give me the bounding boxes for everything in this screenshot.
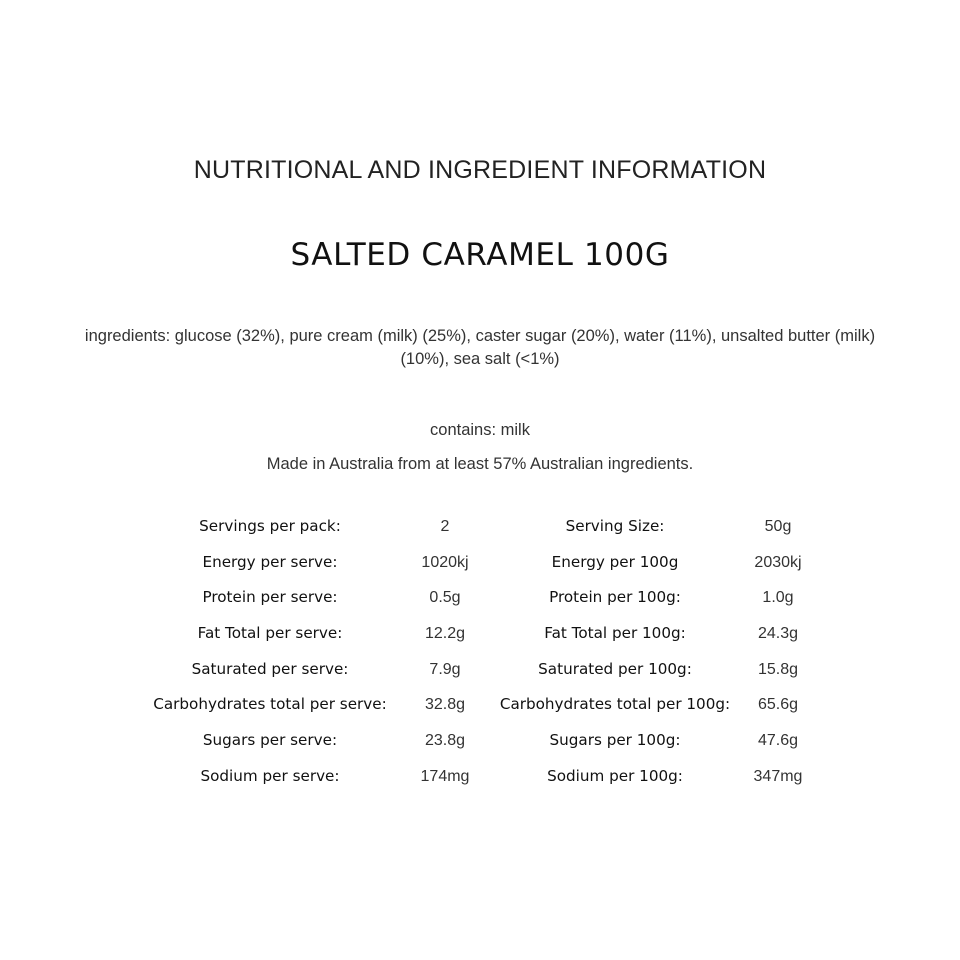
nutrition-value-per-serve: 23.8g [424, 732, 466, 750]
nutrition-value-per-serve: 0.5g [429, 589, 461, 607]
allergen-contains: contains: milk [430, 421, 530, 439]
nutrition-value-per-serve: 32.8g [424, 696, 466, 714]
nutrition-label-per-serve: Fat Total per serve: [197, 624, 343, 643]
ingredients-text [50, 325, 910, 371]
nutrition-label-per-100g: Protein per 100g: [549, 588, 681, 607]
nutrition-value-per-100g: 1.0g [762, 589, 794, 607]
nutrition-value-per-serve: 1020kj [421, 553, 469, 571]
nutrition-label-per-serve: Saturated per serve: [191, 659, 349, 678]
country-of-origin: Made in Australia from at least 57% Australian ingredients. [266, 455, 694, 473]
nutrition-value-per-100g: 15.8g [757, 660, 799, 678]
nutrition-value-per-serve: 7.9g [429, 660, 461, 678]
nutrition-label-per-100g: Serving Size: [565, 517, 665, 535]
nutrition-row [0, 616, 960, 652]
nutrition-value-per-serve: 174mg [420, 767, 470, 785]
nutrition-label-per-100g: Saturated per 100g: [538, 659, 692, 678]
nutrition-label-per-serve: Sugars per serve: [202, 731, 338, 750]
nutrition-table [0, 509, 960, 795]
nutrition-label-per-100g: Sugars per 100g: [549, 731, 681, 750]
page-heading: NUTRITIONAL AND INGREDIENT INFORMATION [193, 156, 767, 184]
nutrition-row [0, 545, 960, 581]
ingredients-line-1: ingredients: glucose (32%), pure cream (milk) (25%), caster sugar (20%), water (11%), unsalted butter (milk) [84, 327, 876, 345]
nutrition-label-per-serve: Carbohydrates total per serve: [153, 695, 387, 714]
nutrition-row [0, 723, 960, 759]
nutrition-value-per-100g: 24.3g [757, 625, 799, 643]
ingredients-line-2: (10%), sea salt (<1%) [400, 350, 560, 368]
nutrition-value-per-serve: 2 [440, 518, 450, 535]
nutrition-value-per-100g: 2030kj [754, 553, 802, 571]
nutrition-value-per-100g: 47.6g [757, 732, 799, 750]
nutrition-value-per-100g: 50g [764, 518, 792, 535]
nutrition-row [0, 759, 960, 795]
nutrition-label-per-serve: Energy per serve: [202, 552, 338, 571]
nutrition-row [0, 687, 960, 723]
nutrition-label-per-100g: Sodium per 100g: [547, 766, 683, 785]
nutrition-value-per-100g: 347mg [753, 767, 803, 785]
nutrition-label-per-100g: Energy per 100g [551, 552, 679, 571]
product-title: SALTED CARAMEL 100G [290, 237, 670, 273]
nutrition-label-per-100g: Carbohydrates total per 100g: [499, 695, 731, 714]
nutrition-row [0, 652, 960, 688]
nutrition-value-per-serve: 12.2g [424, 625, 466, 643]
nutrition-label-per-serve: Protein per serve: [202, 588, 338, 607]
nutrition-label-per-serve: Sodium per serve: [200, 766, 340, 785]
nutrition-row [0, 509, 960, 545]
nutrition-row [0, 580, 960, 616]
nutrition-label-per-serve: Servings per pack: [199, 517, 341, 535]
nutrition-label-per-100g: Fat Total per 100g: [544, 624, 686, 643]
nutrition-value-per-100g: 65.6g [757, 696, 799, 714]
